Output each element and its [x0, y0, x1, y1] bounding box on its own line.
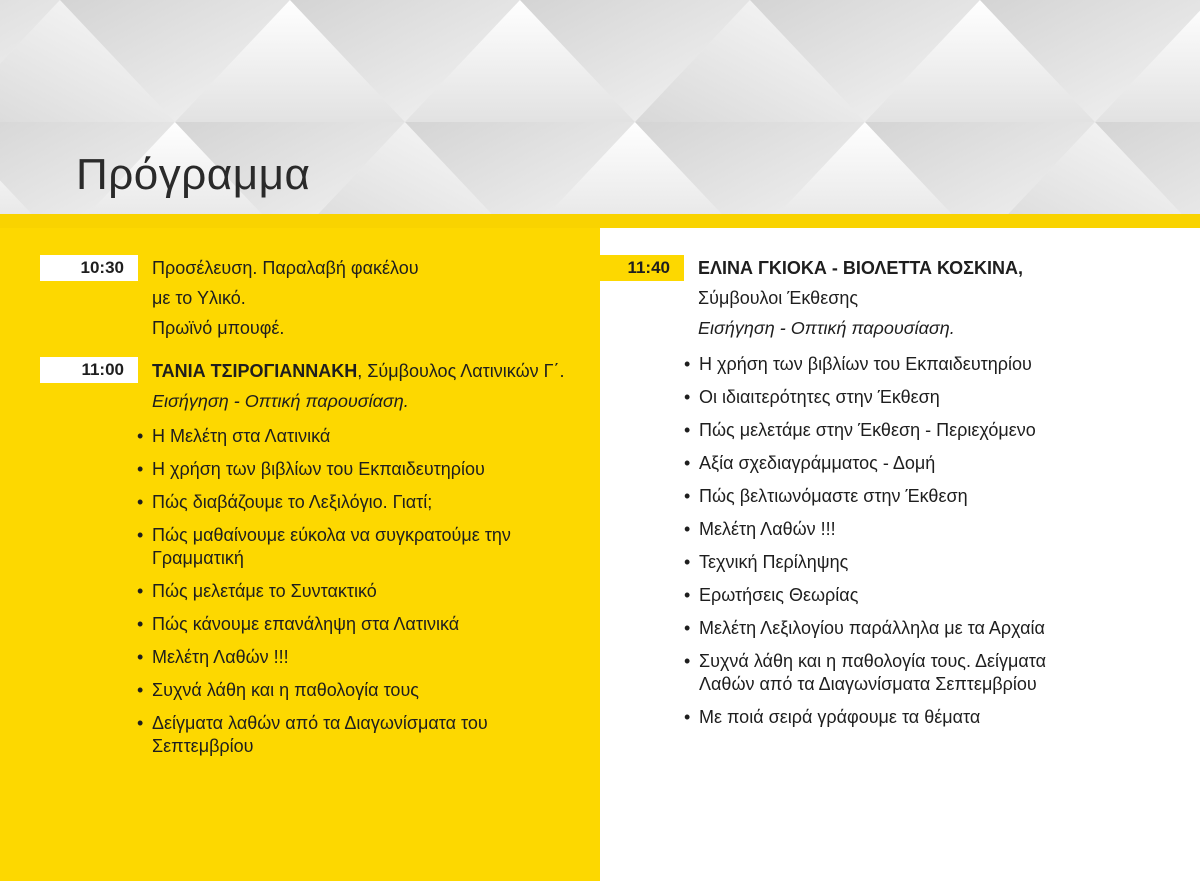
list-item: • Μελέτη Λαθών !!!	[137, 646, 577, 669]
arrival-line-2: με το Υλικό.	[152, 288, 246, 308]
list-item: • Συχνά λάθη και η παθολογία τους	[137, 679, 577, 702]
time-badge-1030: 10:30	[40, 255, 138, 281]
header-banner	[0, 0, 1200, 228]
essay-topics-list	[684, 353, 1184, 739]
essay-session-type: Εισήγηση - Οπτική παρουσίαση.	[698, 318, 955, 338]
latin-speaker-line	[152, 356, 565, 386]
list-item: • Πώς κάνουμε επανάληψη στα Λατινικά	[137, 613, 577, 636]
list-item: • Πώς μελετάμε το Συντακτικό	[137, 580, 577, 603]
list-item: • Η Μελέτη στα Λατινικά	[137, 425, 577, 448]
time-badge-1100: 11:00	[40, 357, 138, 383]
arrival-line-3: Πρωϊνό μπουφέ.	[152, 318, 285, 338]
latin-session-header	[152, 356, 565, 416]
latin-session-type: Εισήγηση - Οπτική παρουσίαση.	[152, 391, 409, 411]
left-column	[0, 228, 600, 881]
latin-topics-list	[137, 425, 577, 768]
list-item: • Πώς μαθαίνουμε εύκολα να συγκρατούμε την Γραμματική	[137, 524, 572, 570]
list-item: • Η χρήση των βιβλίων του Εκπαιδευτηρίου	[137, 458, 577, 481]
list-item: • Συχνά λάθη και η παθολογία τους. Δείγματα Λαθών από τα Διαγωνίσματα Σεπτεμβρίου	[684, 650, 1099, 696]
list-item: • Μελέτη Λαθών !!!	[684, 518, 1184, 541]
latin-speaker-role: , Σύμβουλος Λατινικών Γ΄.	[357, 361, 565, 381]
yellow-stripe	[0, 214, 1200, 228]
list-item: • Οι ιδιαιτερότητες στην Έκθεση	[684, 386, 1184, 409]
time-badge-1140: 11:40	[600, 255, 684, 281]
latin-speaker-name: ΤΑΝΙΑ ΤΣΙΡΟΓΙΑΝΝΑΚΗ	[152, 361, 358, 381]
list-item: • Πώς διαβάζουμε το Λεξιλόγιο. Γιατί;	[137, 491, 577, 514]
right-column	[600, 228, 1200, 881]
list-item: • Τεχνική Περίληψης	[684, 551, 1184, 574]
essay-speaker-names: ΕΛΙΝΑ ΓΚΙΟΚΑ - ΒΙΟΛΕΤΤΑ ΚΟΣΚΙΝΑ,	[698, 258, 1023, 278]
essay-speaker-role: Σύμβουλοι Έκθεσης	[698, 288, 859, 308]
list-item: • Ερωτήσεις Θεωρίας	[684, 584, 1184, 607]
list-item: • Πώς βελτιωνόμαστε στην Έκθεση	[684, 485, 1184, 508]
essay-session-header	[698, 253, 1023, 343]
arrival-line-1: Προσέλευση. Παραλαβή φακέλου	[152, 258, 419, 278]
list-item: • Η χρήση των βιβλίων του Εκπαιδευτηρίου	[684, 353, 1184, 376]
arrival-block	[152, 253, 419, 343]
list-item: • Αξία σχεδιαγράμματος - Δομή	[684, 452, 1184, 475]
page-title: Πρόγραμμα	[76, 150, 311, 199]
list-item: • Δείγματα λαθών από τα Διαγωνίσματα του Σεπτεμβρίου	[137, 712, 552, 758]
list-item: • Με ποιά σειρά γράφουμε τα θέματα	[684, 706, 1184, 729]
list-item: • Μελέτη Λεξιλογίου παράλληλα με τα Αρχαία	[684, 617, 1184, 640]
list-item: • Πώς μελετάμε στην Έκθεση - Περιεχόμενο	[684, 419, 1184, 442]
